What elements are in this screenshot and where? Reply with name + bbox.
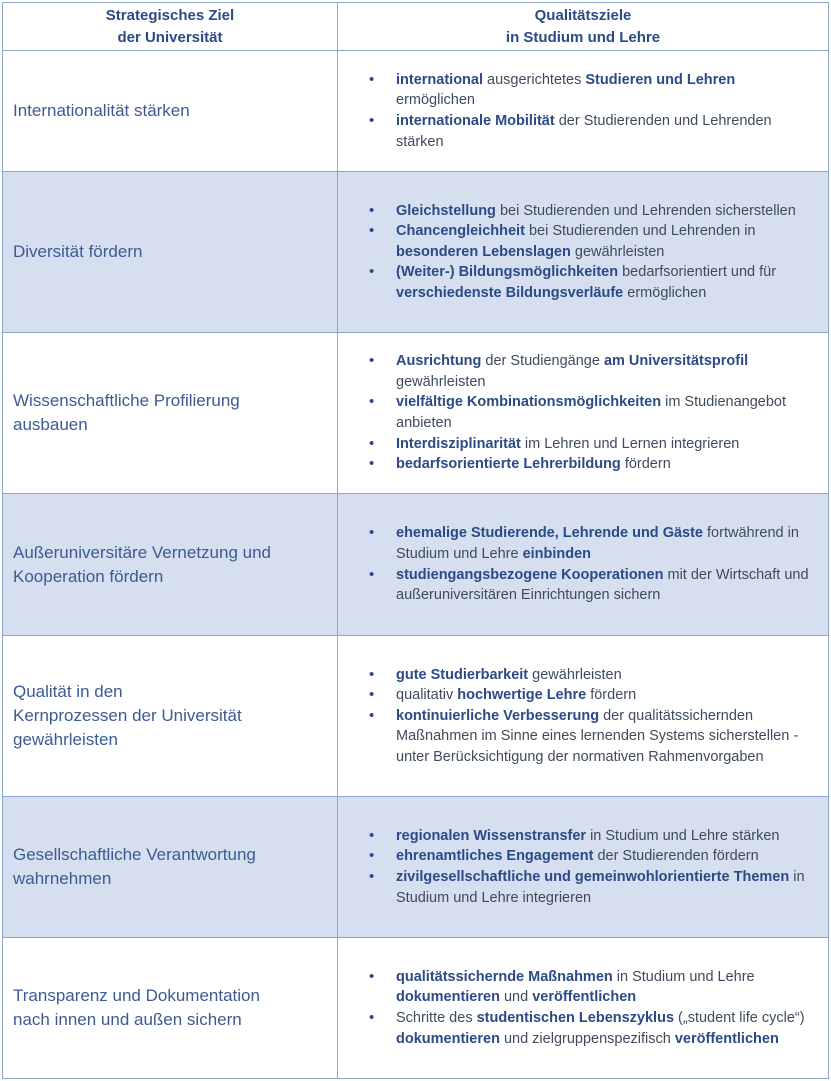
goal-line: Diversität fördern	[13, 242, 143, 261]
emphasis-text: besonderen Lebenslagen	[396, 243, 571, 260]
strategic-goal-cell	[3, 797, 338, 938]
emphasis-text: studentischen Lebenszyklus	[476, 1010, 675, 1026]
quality-goal-item	[396, 111, 818, 152]
plain-text: bei Studierenden und Lehrenden sicherstellen	[495, 202, 796, 219]
plain-text: gewährleisten	[528, 666, 622, 683]
quality-goal-item	[396, 262, 818, 303]
goal-line: Internationalität stärken	[13, 101, 190, 120]
emphasis-text: gute Studierbarkeit	[396, 666, 529, 683]
header-line: Strategisches Ziel	[105, 6, 235, 24]
plain-text: („student life cycle“)	[674, 1010, 805, 1026]
table-row	[3, 333, 829, 494]
quality-goal-list	[338, 201, 828, 304]
emphasis-text: ehemalige Studierende, Lehrende und Gäste	[396, 525, 703, 542]
table-row	[3, 797, 829, 938]
emphasis-text: Interdisziplinarität	[396, 435, 521, 452]
plain-text: ermöglichen	[623, 284, 707, 301]
goal-line: gewährleisten	[13, 730, 118, 749]
strategic-goal-cell	[3, 51, 338, 172]
plain-text: in Studium und Lehre stärken	[586, 827, 780, 844]
strategic-goal-cell	[3, 333, 338, 494]
goal-line: Gesellschaftliche Verantwortung	[13, 845, 256, 864]
quality-goal-item	[396, 565, 818, 606]
goal-line: Kooperation fördern	[13, 566, 164, 586]
header-line: in Studium und Lehre	[505, 28, 661, 46]
quality-goal-item	[396, 70, 818, 111]
goal-line: wahrnehmen	[13, 869, 112, 888]
emphasis-text: studiengangsbezogene Kooperationen	[396, 566, 664, 583]
emphasis-text: vielfältige Kombinationsmöglichkeiten	[396, 394, 662, 411]
emphasis-text: qualitätssichernde Maßnahmen	[396, 968, 613, 985]
table-row	[3, 494, 829, 636]
quality-goals-cell	[338, 51, 829, 172]
plain-text: der qualitätssichernden Maßnahmen im Sinne eines lernenden Systems sicherstellen - unter Berücksichtigung der normativen Rahmenvorgaben	[396, 707, 799, 765]
plain-text: der Studierenden fördern	[593, 848, 759, 865]
plain-text: in Studium und Lehre integrieren	[396, 869, 805, 906]
plain-text: fördern	[620, 456, 671, 473]
plain-text: gewährleisten	[570, 243, 665, 260]
quality-goal-list	[338, 523, 828, 605]
quality-goal-list	[338, 826, 828, 908]
header-line: Qualitätsziele	[534, 6, 632, 24]
emphasis-text: international	[396, 71, 484, 88]
table-row	[3, 51, 829, 172]
quality-goals-cell	[338, 494, 829, 636]
header-line: der Universität	[117, 28, 223, 46]
goal-line: nach innen und außen sichern	[13, 1010, 242, 1029]
plain-text: qualitativ	[396, 687, 458, 704]
emphasis-text: kontinuierliche Verbesserung	[396, 707, 600, 724]
quality-goal-list	[338, 70, 828, 152]
quality-goal-list	[338, 967, 828, 1049]
emphasis-text: verschiedenste Bildungsverläufe	[396, 284, 624, 301]
emphasis-text: internationale Mobilität	[396, 113, 555, 129]
quality-goal-item	[396, 685, 818, 706]
plain-text: ausgerichtetes	[483, 71, 586, 88]
emphasis-text: dokumentieren	[396, 989, 500, 1006]
emphasis-text: Chancengleichheit	[396, 223, 525, 240]
quality-goal-item	[396, 846, 818, 867]
plain-text: in Studium und Lehre	[612, 968, 755, 985]
quality-goal-item	[396, 1008, 818, 1049]
quality-goals-cell	[338, 333, 829, 494]
emphasis-text: bedarfsorientierte Lehrerbildung	[396, 456, 621, 473]
emphasis-text: ehrenamtliches Engagement	[396, 848, 594, 865]
plain-text: gewährleisten	[396, 373, 486, 390]
emphasis-text: veröffentlichen	[532, 989, 637, 1006]
strategic-goal-cell	[3, 494, 338, 636]
emphasis-text: regionalen Wissenstransfer	[396, 827, 587, 844]
quality-goal-item	[396, 826, 818, 847]
quality-goal-item	[396, 351, 818, 392]
header-strategic-goal	[3, 3, 338, 51]
quality-goal-item	[396, 434, 818, 455]
strategic-goal-cell	[3, 938, 338, 1079]
quality-goal-item	[396, 454, 818, 475]
goal-line: ausbauen	[13, 415, 88, 434]
emphasis-text: am Universitätsprofil	[603, 353, 749, 370]
plain-text: fördern	[586, 687, 637, 704]
plain-text: der Studierenden und Lehrenden stärken	[396, 113, 772, 150]
plain-text: fortwährend in Studium und Lehre	[396, 525, 799, 562]
quality-goals-cell	[338, 172, 829, 333]
emphasis-text: einbinden	[522, 545, 592, 562]
emphasis-text: Studieren und Lehren	[585, 71, 736, 88]
quality-goal-item	[396, 221, 818, 262]
strategic-goal-cell	[3, 172, 338, 333]
quality-goals-table	[2, 2, 829, 1079]
emphasis-text: dokumentieren	[396, 1030, 500, 1047]
header-quality-goals	[338, 3, 829, 51]
plain-text: und	[499, 989, 533, 1006]
quality-goal-item	[396, 201, 818, 222]
quality-goal-item	[396, 523, 818, 564]
emphasis-text: zivilgesellschaftliche und gemeinwohlorientierte Themen	[396, 869, 790, 885]
quality-goal-list	[338, 351, 828, 475]
quality-goals-cell	[338, 636, 829, 797]
plain-text: mit der Wirtschaft und außeruniversitären Einrichtungen sichern	[396, 566, 809, 604]
emphasis-text: veröffentlichen	[674, 1030, 779, 1047]
strategic-goal-cell	[3, 636, 338, 797]
header-row	[3, 3, 829, 51]
table-row	[3, 172, 829, 333]
plain-text: und zielgruppenspezifisch	[499, 1030, 675, 1047]
emphasis-text: (Weiter-) Bildungsmöglichkeiten	[396, 264, 619, 281]
plain-text: der Studiengänge	[481, 353, 604, 370]
quality-goals-cell	[338, 797, 829, 938]
plain-text: Schritte des	[396, 1010, 477, 1026]
plain-text: bei Studierenden und Lehrenden in	[524, 223, 756, 240]
quality-goal-item	[396, 706, 818, 768]
goal-line: Transparenz und Dokumentation	[13, 986, 260, 1005]
plain-text: im Lehren und Lernen integrieren	[520, 435, 740, 452]
table-row	[3, 938, 829, 1079]
quality-goal-item	[396, 392, 818, 433]
plain-text: ermöglichen	[396, 92, 475, 109]
goal-line: Kernprozessen der Universität	[13, 706, 242, 725]
quality-goal-item	[396, 665, 818, 686]
emphasis-text: Ausrichtung	[396, 353, 482, 370]
emphasis-text: Gleichstellung	[396, 202, 496, 219]
goal-line: Wissenschaftliche Profilierung	[13, 391, 240, 410]
table-row	[3, 636, 829, 797]
plain-text: im Studienangebot anbieten	[396, 394, 787, 431]
quality-goal-item	[396, 867, 818, 908]
quality-goals-cell	[338, 938, 829, 1079]
goal-line: Außeruniversitäre Vernetzung und	[13, 542, 271, 562]
plain-text: bedarfsorientiert und für	[618, 264, 777, 281]
goal-line: Qualität in den	[13, 682, 123, 701]
emphasis-text: hochwertige Lehre	[457, 687, 587, 704]
quality-goal-list	[338, 665, 828, 768]
table-body	[3, 51, 829, 1079]
quality-goal-item	[396, 967, 818, 1008]
